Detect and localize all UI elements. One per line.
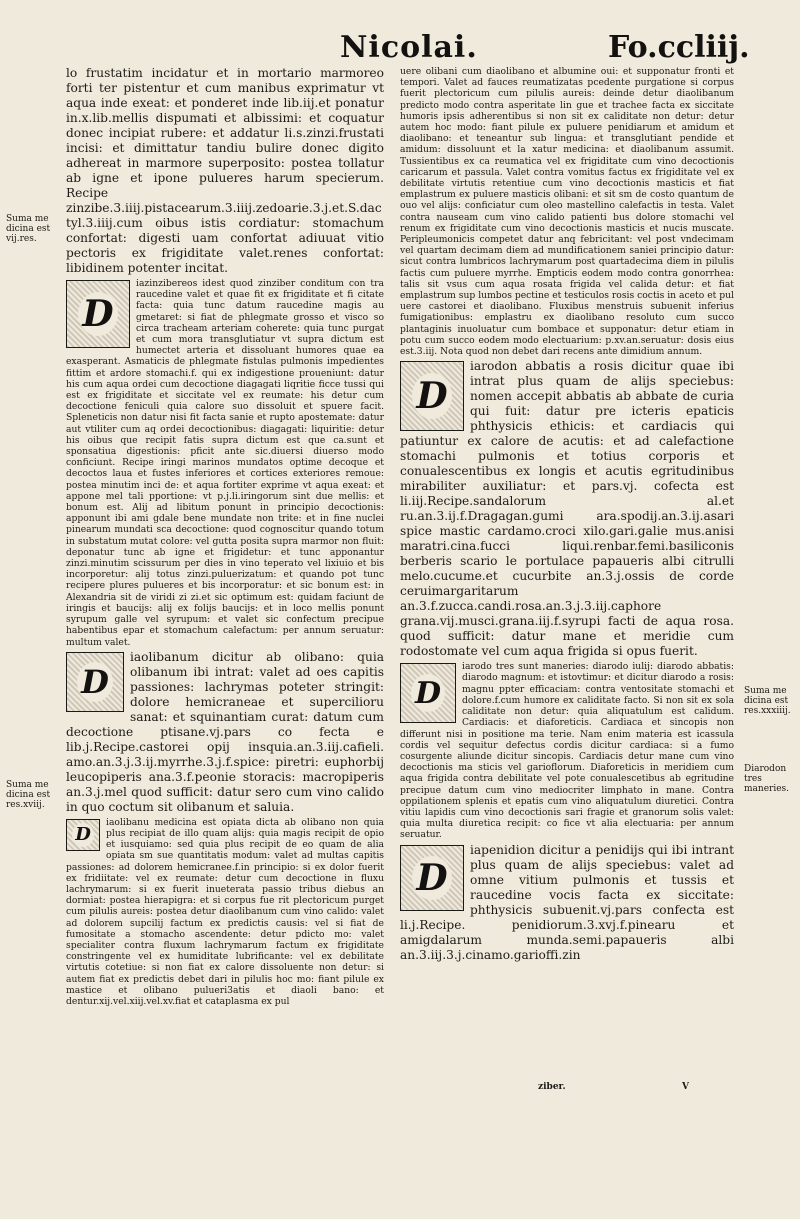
margin-note: Diarodon tres maneries. bbox=[744, 764, 790, 794]
paragraph: iaolibanum dicitur ab olibano: quia olibanum ibi intrat: valet ad oes capitis passiones: lachrymas poteter stringit: dolore hemicraneae et supercilioru sanat: et squinantiam curat: datum cum decoctione ptisane.vj.pars co fecta e lib.j.Recipe.castorei opij insquia.an.3.iij.cafieli. amo.an.3.j.3.ij.myrrhe.3.j.f.spice: piretri: euphorbij leucopiperis ana.3.f.peonie storacis: macropiperis an.3.j.mel quod sufficit: datur sero cum vino calido in quo coctum sit olibanum et saluia. bbox=[66, 649, 384, 814]
paragraph: iaolibanu medicina est opiata dicta ab olibano non quia plus recipiat de illo quam alijs: quia magis recipit de opio et iusquiamo: sed quia plus recipit de eo quam de alia opiata sm sue quantitatis modum: valet ad multas capitis passiones: ad dolorem hemicranee.f.in principio: si ex dolor fuerit ex fridiitate: vel ex reumate: detur cum decoctione in fluxu lachrymarum: si ex fuerit inueterata passio tribus diebus an dormiat: postea hierapigra: et si corpus fue rit plectoricum purget cum pilulis aureis: postea detur diaolibanum cum vino calido: valet ad dolorem supcilij factum ex predictis causis: vel si fiat de fumositate a stomacho ascendente: detur pdicto mo: valet specialiter contra fluxum lachrymarum factum ex frigiditate constringente vel ex humiditate lubrificante: vel ex debilitate virtutis cotetiue: si non fiat ex calore dissoluente non detur: si autem fiat ex predictis debet dari in pilulis hoc mo: fiant pilule ex mastice et olibano pulueri3atis et diaoli bano: et dentur.xij.vel.xiij.vel.xv.fiat et cataplasma ex pul bbox=[66, 816, 384, 1007]
right-column bbox=[400, 66, 734, 965]
decorated-initial bbox=[66, 652, 124, 712]
paragraph: iarodo tres sunt maneries: diarodo iulij: diarodo abbatis: diarodo magnum: et istovtimur: et dicitur diarodo a rosis: magnu ppter efficaciam: contra ventositate stomachi et dolore.f.cum humore ex caliditate facto. Si non sit ex sola caliditate non detur: quia aliquatulum est calidum. Cardiacis: et diaforeticis. Cardiaca et sincopis non differunt nisi in positione ma terie. Nam enim materia est icassula cordis vel sequitur defectus cordis dicitur cardiaca: si a fumo cosurgente aliunde dicitur sincopis. Cardiacis detur mane cum vino decoctionis ma sticis vel garioflorum. Diaforeticis in meridiem cum aqua frigida contra debilitate vel pote conualescetibus ab egritudine precipue datum cum vino mediocriter limphato in mane. Contra oppilationem splenis et epatis cum vino aliquatulum diuretici. Contra vitiu lapidis cum vino decoctionis sari fragie et granorum solis valet: quia multa diuretica recipit: co fice vt alia electuaria: per annum seruatur. bbox=[400, 661, 734, 841]
left-column bbox=[66, 66, 384, 1009]
text-block bbox=[400, 843, 734, 963]
margin-note: Suma me dicina est res.xviij. bbox=[6, 780, 51, 810]
running-title: Nicolai. bbox=[340, 30, 478, 65]
text-block bbox=[400, 661, 734, 840]
margin-note: Suma me dicina est res.xxxiiij. bbox=[744, 686, 791, 716]
initial-letter: D bbox=[72, 823, 94, 847]
paragraph: uere olibani cum diaolibano et albumine oui: et supponatur fronti et tempori. Valet ad fauces reumatizatas pcedente purgatione si corpus fuerit plectoricum cum pilulis aureis: deinde detur diaolibanum predicto modo contra asperitate lin gue et trachee facta ex siccitate humoris ipsis adherentibus si non sit ex caliditate non detur: detur autem hoc modo: fiant pilule ex puluere penidiarum et amidum et diaolibano: et teneantur sub lingua: et transglutiant pendide et amidum: dissoluunt et la xatur medicina: et diaolibanum assumit. Tussientibus ex ca reumatica vel ex frigiditate cum vino decoctionis caricarum et passula. Valet contra vomitus factus ex frigiditate vel ex debilitate virtutis retentiue cum vino decoctionis masticis et fiat emplastrum ex puluere masticis olibani: et sit sm de costo quantum de ouo vel alijs: conficiatur cum oleo mastellino calefactis in testa. Valet contra nauseam cum vino calido patienti bus dolore stomachi vel renum ex frigiditate cum vino decoctionis masticis et nucis muscate. Peripleumonicis competet datur anq febricitant: vel post vndecimam vel quartam decimam diem ad mundificationem saniei principio datur: sicut contra lumbricos lachrymarum post quartadecima diem in pilulis factis cum puluere myrrhe. Empticis eodem modo contra gonorrhea: talis sit vsus cum aqua rosata frigida vel calida detur: et fiat emplastrum sup lumbos pectine et testiculos rosis coctis in aceto et pul uere castorei et diaolibano. Fluxibus menstruis subuenit inferius fumigationibus: emplastru ex diaolibano resoluto cum succo plantaginis inuoluatur cum bombace et supponatur: detur etiam in potu cum succo eodem modo electuarium: p.xv.an.seruatur: dosis eius est.3.iij. Nota quod non debet dari recens ante dimidium annum. bbox=[400, 66, 734, 358]
paragraph: iazinzibereos idest quod zinziber conditum con tra raucedine valet et quae fit ex frigiditate et fi citate facta: quia tunc datum raucedine magis au gmetaret: si fiat de phlegmate grosso et visco so circa tracheam arteriam coherete: quia tunc purgat et cum mora transglutiatur vt supra dictum est humectet arteria et dissoluant humores quae ea exasperant. Asmaticis de phlegmate fistulas pulmonis impedientes fittim et ardore stomachi.f. qui ex indigestione proueniunt: datur his cum aqua ordei cum decoctione diagagati liqritie ficce tussi qui est ex frigiditate et siccitate vel ex reumate: his detur cum decoctione feniculi quia calore suo dissoluit et spuere facit. Spleneticis non datur nisi fit facta sanie et rupto apostemate: datur aut vtiliter cum aq ordei decoctionibus: diagagati: liquiritie: detur his oibus que recipit fatis supra dictum est que ca.sunt et sponsatiua digestionis: pficit ante sic.diuersi diuerso modo conficiunt. Recipe iringi marinos mundatos optime decoque et decoctos laua et fustes inferiores et cortices exteriores remoue: postea minutim inci de: et aqua fortiter exprime vt aqua exeat: et appone mel tali pportione: vt p.j.li.iringorum sint due mellis: et bonum est. Alij ad libitum ponunt in principio decoctionis: apponunt ibi ami gdale bene mundate non trite: et in fine nuclei pinearum mundati sca decoctione: quod cognoscitur quando totum in substatum mutat colore: vel gutta posita supra marmor non fluit: deponatur tunc ab igne et frigidetur: et tunc apponantur zinzi.minutim scissurum per dies in vino teperato vel lixiuio et bis incorporetur: alij totus zinzi.puluerizatum: et quando pot tunc recipere plures pulueres et bis incorporatur: et sic bonum est: in Alexandria sit de viridi zi zi.et sic optimum est: quidam faciunt de iringis et baucijs: alij ex folijs baucijs: et in loco mellis ponunt syrupum galle vel syrupum: et valet sic confectum precipue habentibus epar et stomachum calefactum: per annum seruatur: multum valet. bbox=[66, 278, 384, 648]
paragraph: iarodon abbatis a rosis dicitur quae ibi intrat plus quam de alijs speciebus: nomen accepit abbatis ab abbate de curia qui fuit: datur pre icteris epaticis phthysicis ethicis: et cardiacis qui patiuntur ex calore de acutis: et ad calefactione stomachi pulmonis et totius corporis et conualescentibus ex longis et acutis egritudinibus mirabiliter auxiliatur: et pars.vj. cofecta est li.iij.Recipe.sandalorum al.et ru.an.3.ij.f.Dragagan.gumi ara.spodij.an.3.ij.asari spice mastic cardamo.croci xilo.gari.galie mus.anisi maratri.cina.fucci liqui.renbar.femi.basiliconis berberis scario le portulace papaueris albi citrulli melo.cucume.et cucurbite an.3.j.ossis de corde ceruimargaritarum an.3.f.zucca.candi.rosa.an.3.j.3.iij.caphore grana.vij.musci.grana.iij.f.syrupi facti de aqua rosa. quod sufficit: datur mane et meridie cum rodostomate vel cum aqua frigida si opus fuerit. bbox=[400, 359, 734, 659]
initial-letter: D bbox=[411, 674, 445, 712]
decorated-initial bbox=[400, 361, 464, 431]
initial-letter: D bbox=[412, 856, 452, 900]
decorated-initial bbox=[66, 819, 100, 851]
text-block bbox=[66, 278, 384, 648]
margin-note: Suma me dicina est vij.res. bbox=[6, 214, 51, 244]
initial-letter: D bbox=[77, 662, 113, 702]
text-block bbox=[66, 650, 384, 815]
decorated-initial bbox=[66, 280, 130, 348]
signature-mark: V bbox=[682, 1082, 689, 1092]
text-block bbox=[66, 817, 384, 1007]
text-block bbox=[400, 359, 734, 659]
folio-number: Fo.ccliij. bbox=[608, 30, 750, 65]
initial-letter: D bbox=[78, 292, 118, 336]
initial-letter: D bbox=[412, 373, 452, 419]
paragraph: lo frustatim incidatur et in mortario marmoreo forti ter pistentur et cum manibus exprimatur vt aqua inde exeat: et ponderet inde lib.iij.et ponatur in.x.lib.mellis dispumati et albissimi: et coquatur donec incipiat rubere: et addatur li.s.zinzi.frustati incisi: et dimittatur tandiu bulire donec digito adhereat in marmore superposito: postea tollatur ab igne et ipone pulueres harum specierum. Recipe zinzibe.3.iiij.pistacearum.3.iiij.zedoarie.3.j.et.S.dactyl.3.iiij.cum oibus istis cordiatur: stomachum confortat: digesti uam confortat adiuuat vitio pectoris ex frigiditate valet.renes confortat: libidinem potenter incitat. bbox=[66, 66, 384, 275]
catchword: ziber. bbox=[538, 1082, 566, 1092]
decorated-initial bbox=[400, 845, 464, 911]
decorated-initial bbox=[400, 663, 456, 723]
paragraph: iapenidion dicitur a penidijs qui ibi intrant plus quam de alijs speciebus: valet ad omne vitium pulmonis et tussis et raucedine vocis facta ex siccitate: phthysicis subuenit.vj.pars confecta est li.j.Recipe. penidiorum.3.xvj.f.pinearu et amigdalarum munda.semi.papaueris albi an.3.iij.3.j.cinamo.garioffi.zin bbox=[400, 842, 734, 962]
